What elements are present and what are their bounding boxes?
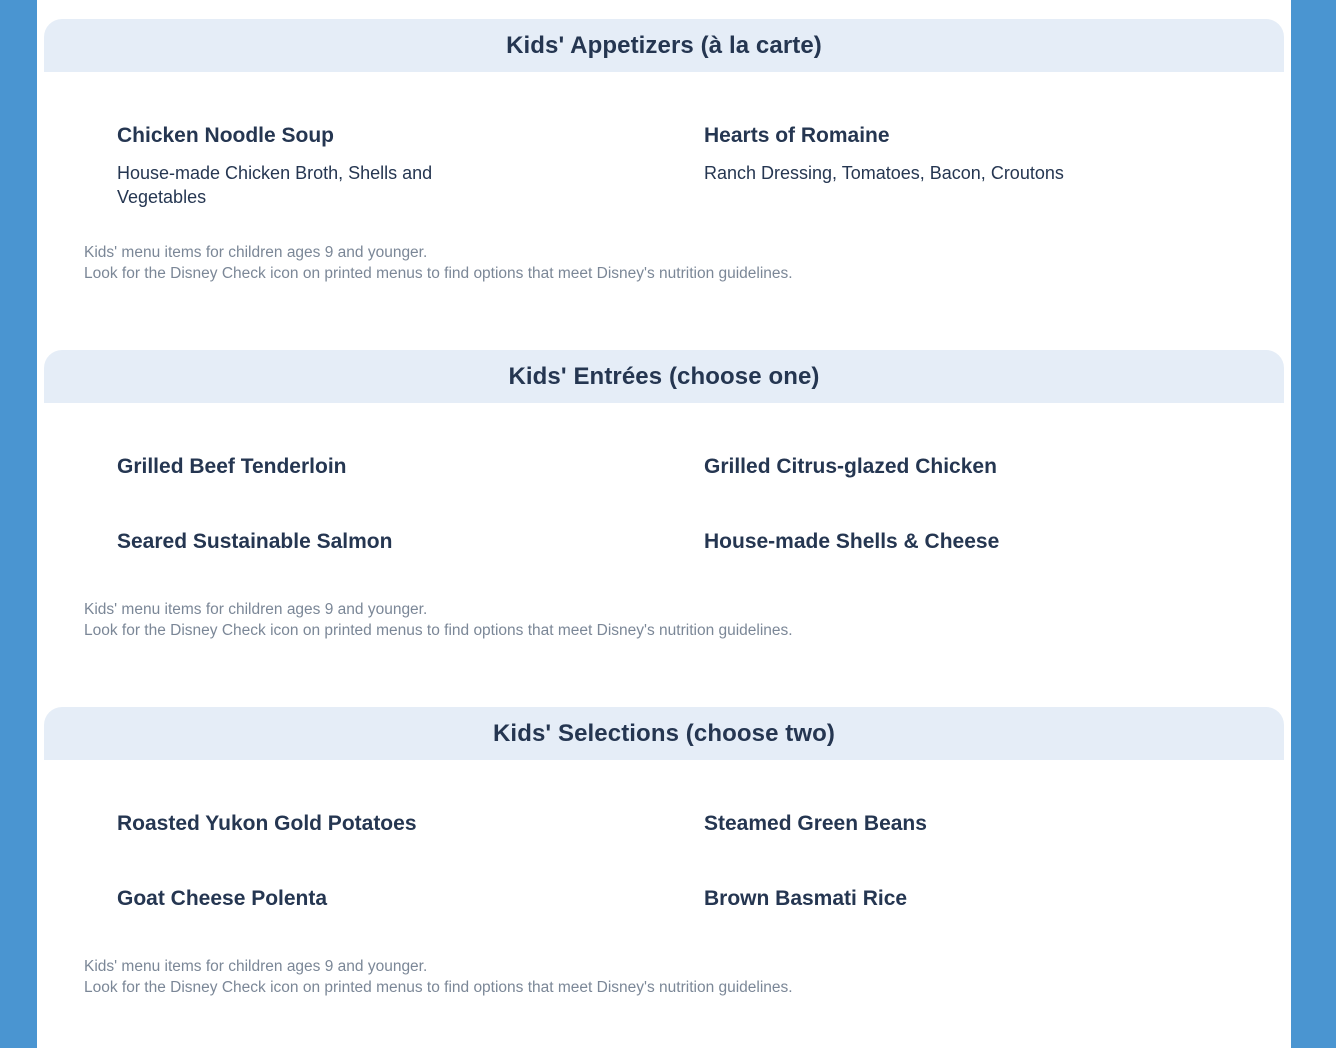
note-disney-check: Look for the Disney Check icon on printed menus to find options that meet Disney's nutrition guidelines. [84,265,793,282]
menu-item-name: Chicken Noodle Soup [117,124,335,147]
section-notes [84,956,793,998]
section-kids-entrees [44,350,1284,670]
menu-item-name: Roasted Yukon Gold Potatoes [117,812,417,835]
menu-item-name: Goat Cheese Polenta [117,887,328,910]
section-kids-appetizers [44,19,1284,319]
menu-item-seared-sustainable-salmon [117,529,392,555]
menu-item-name: Grilled Citrus-glazed Chicken [704,455,997,478]
menu-item-grilled-beef-tenderloin [117,454,346,480]
note-disney-check: Look for the Disney Check icon on printed menus to find options that meet Disney's nutrition guidelines. [84,979,793,996]
section-kids-selections [44,707,1284,1027]
menu-item-house-made-shells-cheese [704,529,999,555]
menu-item-name: Brown Basmati Rice [704,887,908,910]
note-disney-check: Look for the Disney Check icon on printed menus to find options that meet Disney's nutrition guidelines. [84,622,793,639]
menu-item-name: Grilled Beef Tenderloin [117,455,347,478]
note-age: Kids' menu items for children ages 9 and younger. [84,601,428,618]
menu-item-name: Seared Sustainable Salmon [117,530,393,553]
menu-item-hearts-of-romaine [704,123,1124,185]
menu-item-description: House-made Chicken Broth, Shells and Vegetables [117,163,433,207]
menu-item-description: Ranch Dressing, Tomatoes, Bacon, Croutons [704,163,1064,183]
menu-item-roasted-yukon-gold-potatoes [117,811,417,837]
menu-item-grilled-citrus-glazed-chicken [704,454,997,480]
menu-item-chicken-noodle-soup [117,123,477,209]
menu-item-steamed-green-beans [704,811,927,837]
section-notes [84,599,793,641]
note-age: Kids' menu items for children ages 9 and younger. [84,244,428,261]
section-title: Kids' Selections (choose two) [44,707,1284,760]
menu-item-name: Steamed Green Beans [704,812,927,835]
section-notes [84,242,793,284]
menu-item-name: Hearts of Romaine [704,124,890,147]
menu-item-goat-cheese-polenta [117,886,327,912]
menu-page [37,0,1291,1048]
note-age: Kids' menu items for children ages 9 and younger. [84,958,428,975]
section-title: Kids' Appetizers (à la carte) [44,19,1284,72]
section-title: Kids' Entrées (choose one) [44,350,1284,403]
menu-item-brown-basmati-rice [704,886,907,912]
menu-item-name: House-made Shells & Cheese [704,530,1000,553]
